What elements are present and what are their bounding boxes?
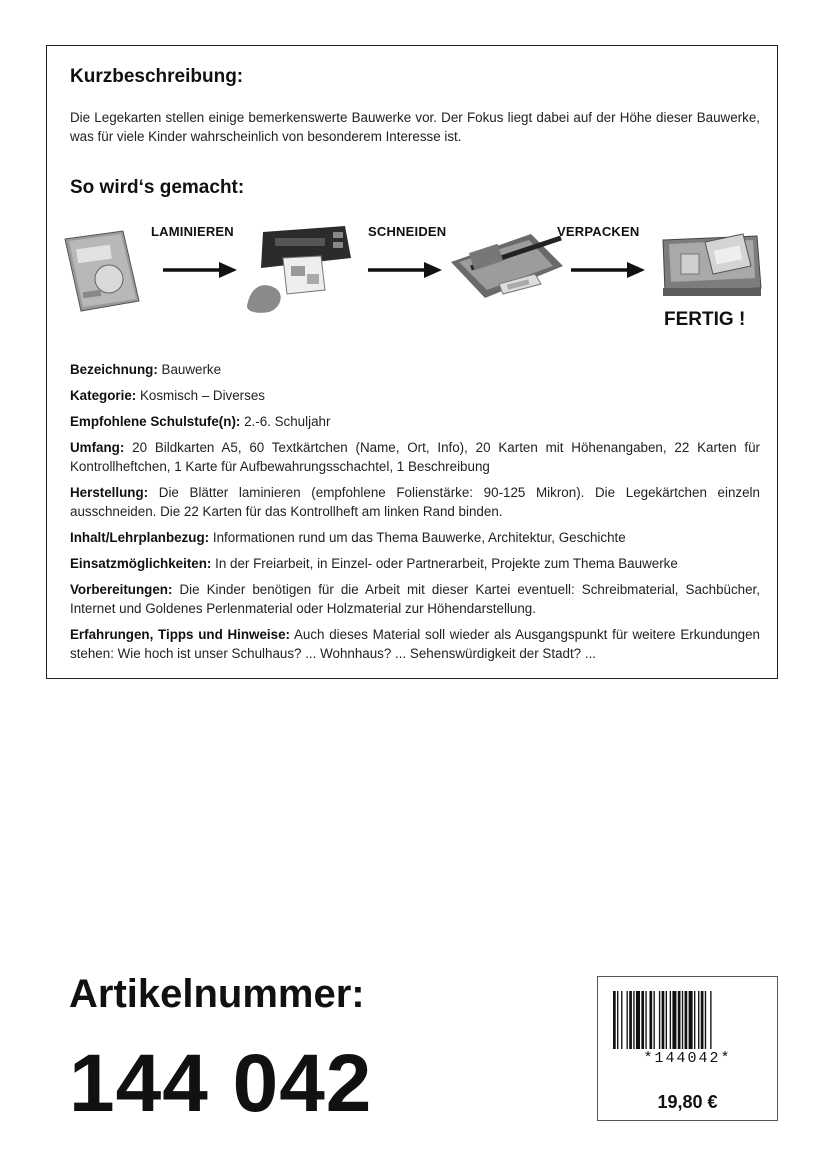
barcode-bar [659,991,660,1049]
barcode-bar [633,991,634,1049]
barcode-bar [701,991,704,1049]
process-strip [47,214,779,344]
barcode-bar [672,991,676,1049]
spec-label: Vorbereitungen: [70,582,173,597]
spec-row [70,528,760,547]
barcode-bar [705,991,706,1049]
spec-value: Die Blätter laminieren (empfohlene Folienstärke: 90-125 Mikron). Die Legekärtchen einzeln ausschneiden. Die 22 Karten für das Kontrollheft am linken Rand binden. [70,485,760,519]
spec-row [70,412,760,431]
spec-value: Bauwerke [161,362,222,377]
spec-value: 20 Bildkarten A5, 60 Textkärtchen (Name, Ort, Info), 20 Karten mit Höhenangaben, 22 Karten für Kontrollheftchen, 1 Karte für Aufbewahrungsschachtel, 1 Beschreibung [70,440,760,474]
done-label: FERTIG ! [664,309,746,330]
spec-value: Die Kinder benötigen für die Arbeit mit dieser Kartei eventuell: Schreibmaterial, Sachbücher, Internet und Goldenes Perlenmaterial oder Holzmaterial zur Höhendarstellung. [70,582,760,616]
spec-label: Empfohlene Schulstufe(n): [70,414,241,429]
spec-value: Informationen rund um das Thema Bauwerke, Architektur, Geschichte [212,530,626,545]
article-number: 144 042 [69,1038,373,1129]
laminator-illustration [245,222,355,314]
barcode-bar [645,991,646,1049]
description-text: Die Legekarten stellen einige bemerkenswerte Bauwerke vor. Der Fokus liegt dabei auf der Höhe dieser Bauwerke, was für viele Kinder wahrscheinlich von besonderem Interesse ist. [70,110,760,144]
info-box [46,45,778,679]
barcode-bar [649,991,652,1049]
step-label-laminieren: LAMINIEREN [151,224,234,239]
spec-row [70,438,760,476]
barcode-bar [627,991,628,1049]
storage-box-illustration [659,232,765,300]
spec-value: Kosmisch – Diverses [139,388,265,403]
step-label-schneiden: SCHNEIDEN [368,224,447,239]
howto-heading: So wird‘s gemacht: [70,177,245,198]
barcode-bar [678,991,681,1049]
barcode-bar [636,991,640,1049]
description-heading: Kurzbeschreibung: [70,66,244,87]
booklet-illustration [61,229,143,313]
spec-label: Inhalt/Lehrplanbezug: [70,530,210,545]
arrow-right-icon [368,260,444,280]
spec-list [70,360,760,670]
spec-row [70,580,760,618]
spec-row [70,625,760,663]
paper-cutter-illustration [449,228,565,310]
barcode-bar [710,991,711,1049]
barcode-bar [698,991,699,1049]
spec-row [70,554,760,573]
spec-label: Erfahrungen, Tipps und Hinweise: [70,627,290,642]
barcode-bar [689,991,693,1049]
spec-row [70,483,760,521]
arrow-right-icon [571,260,647,280]
barcode-icon [613,991,763,1049]
article-label: Artikelnummer: [69,972,365,1016]
barcode-bar [666,991,667,1049]
barcode-bar [654,991,655,1049]
step-label-verpacken: VERPACKEN [557,224,640,239]
spec-value: In der Freiarbeit, in Einzel- oder Partnerarbeit, Projekte zum Thema Bauwerke [215,556,678,571]
barcode-bar [685,991,688,1049]
spec-row [70,386,760,405]
barcode-bar [617,991,618,1049]
spec-label: Kategorie: [70,388,137,403]
price: 19,80 € [657,1092,718,1112]
barcode-bar [682,991,683,1049]
spec-label: Bezeichnung: [70,362,158,377]
barcode-bar [621,991,622,1049]
barcode-bar [613,991,616,1049]
spec-row [70,360,760,379]
spec-label: Einsatzmöglichkeiten: [70,556,212,571]
barcode-bar [641,991,644,1049]
barcode-label [597,976,778,1121]
barcode-bar [670,991,671,1049]
spec-value: 2.-6. Schuljahr [244,414,331,429]
barcode-bar [662,991,665,1049]
barcode-text: *144042* [643,1050,732,1067]
barcode-bar [629,991,632,1049]
arrow-right-icon [163,260,239,280]
spec-label: Herstellung: [70,485,149,500]
spec-label: Umfang: [70,440,125,455]
barcode-bar [694,991,695,1049]
spec-value: Auch dieses Material soll wieder als Ausgangspunkt für weitere Erkundungen stehen: Wie hoch ist unser Schulhaus? ... Wohnhaus? ... Sehenswürdigkeit der Stadt? ... [70,627,761,661]
